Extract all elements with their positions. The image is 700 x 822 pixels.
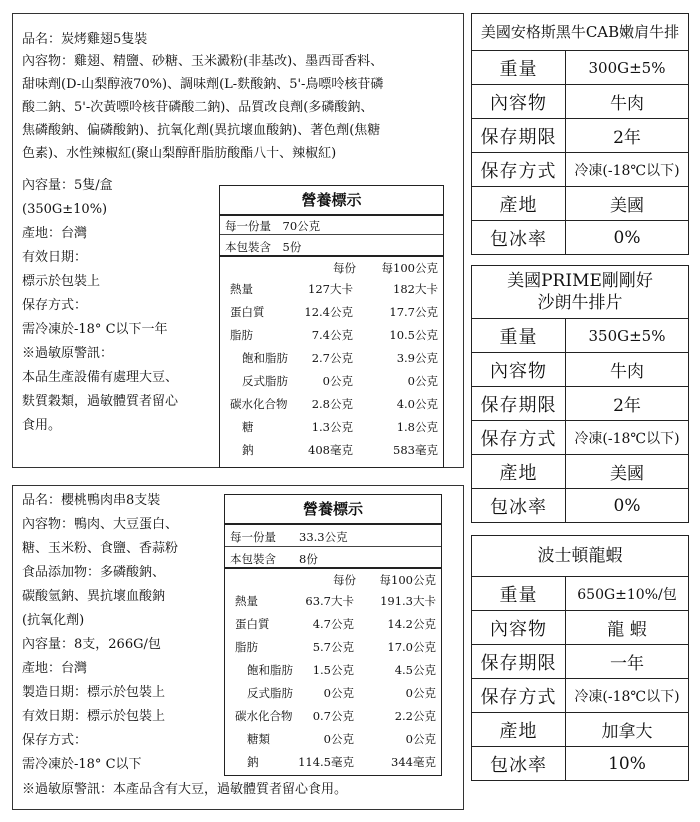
beef-cab-title: 美國安格斯黑牛CAB嫩肩牛排	[472, 14, 689, 51]
duck-line: 保存方式：	[22, 733, 88, 748]
beef-prime-card	[471, 265, 689, 520]
duck-nutrition-table	[224, 494, 442, 776]
chicken-net-weight: (350G±10%)	[22, 202, 108, 217]
lobster-title: 波士頓龍蝦	[472, 536, 689, 577]
chicken-origin: 產地：台灣	[22, 226, 88, 241]
beef-prime-table	[471, 265, 689, 523]
chicken-net-content: 內容量：5隻/盒	[22, 178, 113, 193]
row-label: 保存方式	[472, 421, 566, 455]
row-label: 包冰率	[472, 221, 566, 255]
row-label: 保存期限	[472, 119, 566, 153]
duck-line: 食品添加物：多磷酸鈉、	[22, 565, 166, 580]
row-label: 產地	[472, 713, 566, 747]
row-label: 重量	[472, 319, 566, 353]
duck-line: 品名：櫻桃鴨肉串8支裝	[22, 493, 161, 508]
duck-allergen: ※過敏原警訊：本產品含有大豆，過敏體質者留心食用。	[22, 782, 348, 797]
nutrition-title: 營養標示	[220, 186, 443, 216]
duck-line: 碳酸氫鈉、異抗壞血酸鈉	[22, 589, 166, 604]
nutrition-row: 脂肪 5.7公克 17.0公克	[235, 640, 436, 654]
chicken-ingredients-1: 內容物：雞翅、精鹽、砂糖、玉米澱粉(非基改)、墨西哥香料、	[22, 54, 384, 69]
serving-size-row: 每一份量 33.3公克	[225, 525, 441, 547]
row-label: 產地	[472, 187, 566, 221]
nutrition-row: 碳水化合物 2.8公克 4.0公克	[230, 397, 438, 411]
nutrition-row: 脂肪 7.4公克 10.5公克	[230, 328, 438, 342]
row-label: 保存期限	[472, 645, 566, 679]
row-label: 保存期限	[472, 387, 566, 421]
row-value: 牛肉	[566, 353, 689, 387]
nutrition-column-header: 每份 每100公克	[333, 573, 436, 587]
beef-cab-table	[471, 13, 689, 255]
duck-line: 製造日期：標示於包裝上	[22, 685, 166, 700]
row-value: 冷凍(-18℃以下)	[566, 421, 689, 455]
row-value: 650G±10%/包	[566, 577, 689, 611]
row-value: 美國	[566, 455, 689, 489]
row-value: 0%	[566, 221, 689, 255]
chicken-expiry-value: 標示於包裝上	[22, 274, 101, 289]
chicken-storage-label: 保存方式：	[22, 298, 88, 313]
duck-line: 內容量：8支，266G/包	[22, 637, 161, 652]
chicken-allergen-line-2: 麩質穀類，過敏體質者留心	[22, 394, 179, 409]
beef-prime-title	[472, 266, 689, 319]
row-label: 保存方式	[472, 153, 566, 187]
row-label: 重量	[472, 577, 566, 611]
duck-line: 產地：台灣	[22, 661, 88, 676]
row-value: 10%	[566, 747, 689, 781]
chicken-allergen-line-1: 本品生產設備有處理大豆、	[22, 370, 179, 385]
servings-per-pack-row: 本包裝含 8份	[225, 547, 441, 569]
row-value: 2年	[566, 387, 689, 421]
nutrition-row: 反式脂肪 0公克 0公克	[247, 686, 436, 700]
chicken-ingredients-2: 甜味劑(D-山梨醇液70%)、調味劑(L-麩酸鈉、5'-鳥嘌呤核苷磷	[22, 77, 384, 92]
row-label: 內容物	[472, 353, 566, 387]
nutrition-title: 營養標示	[225, 495, 441, 525]
nutrition-row: 鈉 408毫克 583毫克	[242, 443, 438, 457]
row-value: 冷凍(-18℃以下)	[566, 153, 689, 187]
nutrition-row: 糖 1.3公克 1.8公克	[242, 420, 438, 434]
row-label: 保存方式	[472, 679, 566, 713]
row-value: 350G±5%	[566, 319, 689, 353]
nutrition-row: 蛋白質 12.4公克 17.7公克	[230, 305, 438, 319]
row-value: 牛肉	[566, 85, 689, 119]
chicken-nutrition-table	[219, 185, 444, 468]
serving-size-row: 每一份量 70公克	[220, 216, 443, 235]
beef-cab-card	[471, 13, 689, 252]
row-value: 300G±5%	[566, 51, 689, 85]
nutrition-row: 反式脂肪 0公克 0公克	[242, 374, 438, 388]
nutrition-row: 飽和脂肪 1.5公克 4.5公克	[247, 663, 436, 677]
nutrition-row: 蛋白質 4.7公克 14.2公克	[235, 617, 436, 631]
duck-line: 需冷凍於-18° C以下	[22, 757, 142, 772]
row-value: 冷凍(-18℃以下)	[566, 679, 689, 713]
beef-prime-title-line1: 美國PRIME剛剛好	[507, 271, 653, 291]
chicken-product-name: 品名：炭烤雞翅5隻裝	[22, 32, 148, 47]
row-label: 包冰率	[472, 747, 566, 781]
duck-line: (抗氧化劑)	[22, 613, 85, 628]
chicken-label	[12, 13, 464, 468]
beef-prime-title-line2: 沙朗牛排片	[537, 293, 623, 313]
chicken-ingredients-3: 酸二鈉、5'-次黃嘌呤核苷磷酸二鈉)、品質改良劑(多磷酸鈉、	[22, 100, 374, 115]
row-value: 龍 蝦	[566, 611, 689, 645]
row-label: 產地	[472, 455, 566, 489]
duck-line: 內容物：鴨肉、大豆蛋白、	[22, 517, 179, 532]
servings-per-pack-row: 本包裝含 5份	[220, 235, 443, 257]
nutrition-row: 鈉 114.5毫克 344毫克	[247, 755, 436, 769]
row-label: 內容物	[472, 611, 566, 645]
nutrition-row: 糖類 0公克 0公克	[247, 732, 436, 746]
row-label: 包冰率	[472, 489, 566, 523]
lobster-table	[471, 535, 689, 781]
nutrition-row: 碳水化合物 0.7公克 2.2公克	[235, 709, 436, 723]
row-value: 2年	[566, 119, 689, 153]
chicken-allergen-line-3: 食用。	[22, 418, 62, 433]
nutrition-row: 飽和脂肪 2.7公克 3.9公克	[242, 351, 438, 365]
duck-line: 有效日期：標示於包裝上	[22, 709, 166, 724]
nutrition-row: 熱量 127大卡 182大卡	[230, 282, 438, 296]
chicken-allergen-label: ※過敏原警訊：	[22, 346, 114, 361]
duck-label	[12, 485, 464, 810]
row-value: 0%	[566, 489, 689, 523]
chicken-storage-value: 需冷凍於-18° C以下一年	[22, 322, 168, 337]
nutrition-column-header: 每份 每100公克	[333, 261, 438, 275]
lobster-card	[471, 535, 689, 785]
row-value: 一年	[566, 645, 689, 679]
row-label: 重量	[472, 51, 566, 85]
chicken-ingredients-5: 色素)、水性辣椒紅(聚山梨醇酐脂肪酸酯八十、辣椒紅)	[22, 146, 337, 161]
duck-line: 糖、玉米粉、食鹽、香蒜粉	[22, 541, 179, 556]
chicken-expiry-label: 有效日期：	[22, 250, 88, 265]
row-value: 加拿大	[566, 713, 689, 747]
nutrition-row: 熱量 63.7大卡 191.3大卡	[235, 594, 436, 608]
chicken-ingredients-4: 焦磷酸鈉、偏磷酸鈉)、抗氧化劑(異抗壞血酸鈉)、著色劑(焦糖	[22, 123, 381, 138]
row-value: 美國	[566, 187, 689, 221]
row-label: 內容物	[472, 85, 566, 119]
